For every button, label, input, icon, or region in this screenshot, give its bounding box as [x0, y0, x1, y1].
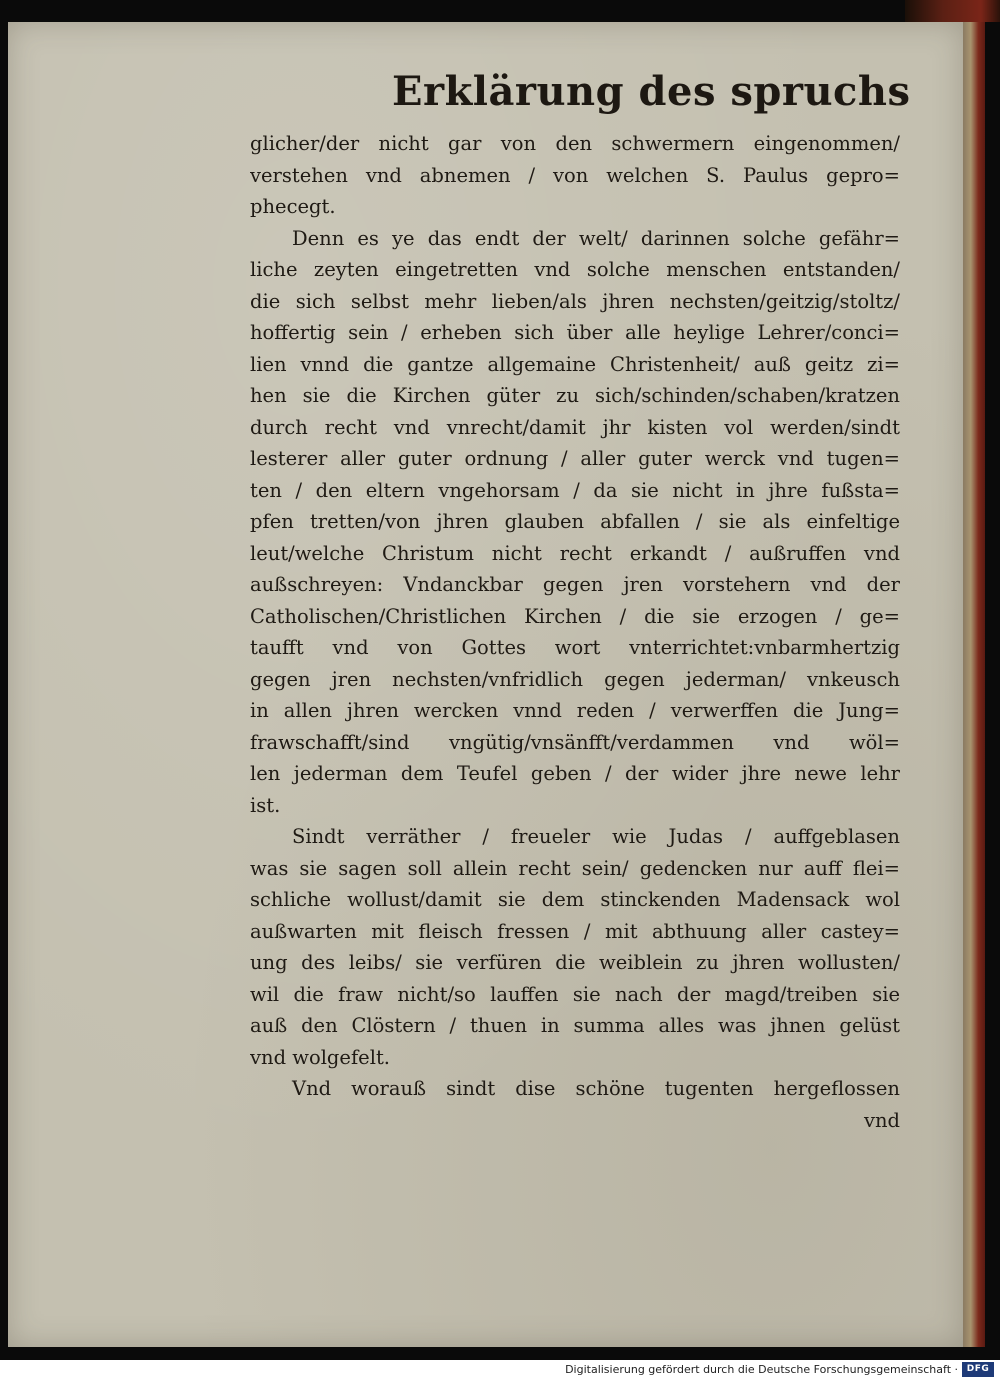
text-line: ist. — [250, 793, 281, 817]
text-line: auß den Clöstern / thuen in summa alles was jhnen gelüst — [250, 1014, 900, 1037]
dfg-logo: DFG — [962, 1362, 994, 1377]
text-line: frawschafft/sind vngütig/vnsänfft/verdammen vnd wöl= — [250, 730, 900, 754]
page-title: Erklärung des spruchs — [392, 68, 911, 115]
text-line: glicher/der nicht gar von den schwermern eingenommen/ — [250, 132, 900, 155]
footer-bar — [0, 1360, 1000, 1380]
catchword: vnd — [863, 1108, 900, 1132]
text-line: pfen tretten/von jhren glauben abfallen / sie als einfeltige — [250, 510, 900, 533]
page-body-text — [250, 128, 900, 1136]
text-line: außwarten mit fleisch fressen / mit abthuung aller castey= — [250, 919, 900, 943]
text-line: lien vnnd die gantze allgemaine Christenheit/ auß geitz zi= — [250, 352, 900, 376]
text-line: gegen jren nechsten/vnfridlich gegen jederman/ vnkeusch — [250, 667, 900, 691]
text-line: verstehen vnd abnemen / von welchen S. Paulus gepro= — [250, 163, 900, 187]
text-line: hen sie die Kirchen güter zu sich/schinden/schaben/kratzen — [250, 384, 900, 407]
text-line: Catholischen/Christlichen Kirchen / die sie erzogen / ge= — [250, 604, 900, 628]
text-line: Vnd worauß sindt dise schöne tugenten hergeflossen — [292, 1077, 900, 1100]
text-line: liche zeyten eingetretten vnd solche menschen entstanden/ — [250, 258, 900, 281]
text-line: schliche wollust/damit sie dem stinckenden Madensack wol — [250, 888, 900, 911]
text-line: Denn es ye das endt der welt/ darinnen solche gefähr= — [292, 226, 900, 250]
book-spine-top — [905, 0, 1000, 22]
text-line: vnd wolgefelt. — [250, 1045, 390, 1069]
text-line: lesterer aller guter ordnung / aller guter werck vnd tugen= — [250, 447, 900, 470]
text-line: hoffertig sein / erheben sich über alle heylige Lehrer/conci= — [250, 321, 900, 344]
text-line: die sich selbst mehr lieben/als jhren nechsten/geitzig/stoltz/ — [250, 289, 900, 313]
funding-notice: Digitalisierung gefördert durch die Deutsche Forschungsgemeinschaft · — [565, 1363, 958, 1376]
book-spine — [963, 22, 985, 1347]
text-line: taufft vnd von Gottes wort vnterrichtet:vnbarmhertzig — [250, 636, 900, 659]
text-line: len jederman dem Teufel geben / der wider jhre newe lehr — [250, 762, 900, 785]
text-line: durch recht vnd vnrecht/damit jhr kisten vol werden/sindt — [250, 415, 900, 439]
text-line: ung des leibs/ sie verfüren die weiblein zu jhren wollusten/ — [250, 951, 900, 974]
text-line: leut/welche Christum nicht recht erkandt / außruffen vnd — [250, 541, 900, 565]
text-line: wil die fraw nicht/so lauffen sie nach der magd/treiben sie — [250, 982, 900, 1006]
text-line: außschreyen: Vndanckbar gegen jren vorstehern vnd der — [250, 573, 900, 596]
text-line: was sie sagen soll allein recht sein/ gedencken nur auff flei= — [250, 856, 900, 880]
text-line: phecegt. — [250, 195, 336, 218]
text-line: Sindt verräther / freueler wie Judas / auffgeblasen — [292, 825, 900, 848]
text-line: in allen jhren wercken vnnd reden / verwerffen die Jung= — [250, 699, 900, 722]
text-line: ten / den eltern vngehorsam / da sie nicht in jhre fußsta= — [250, 478, 900, 502]
